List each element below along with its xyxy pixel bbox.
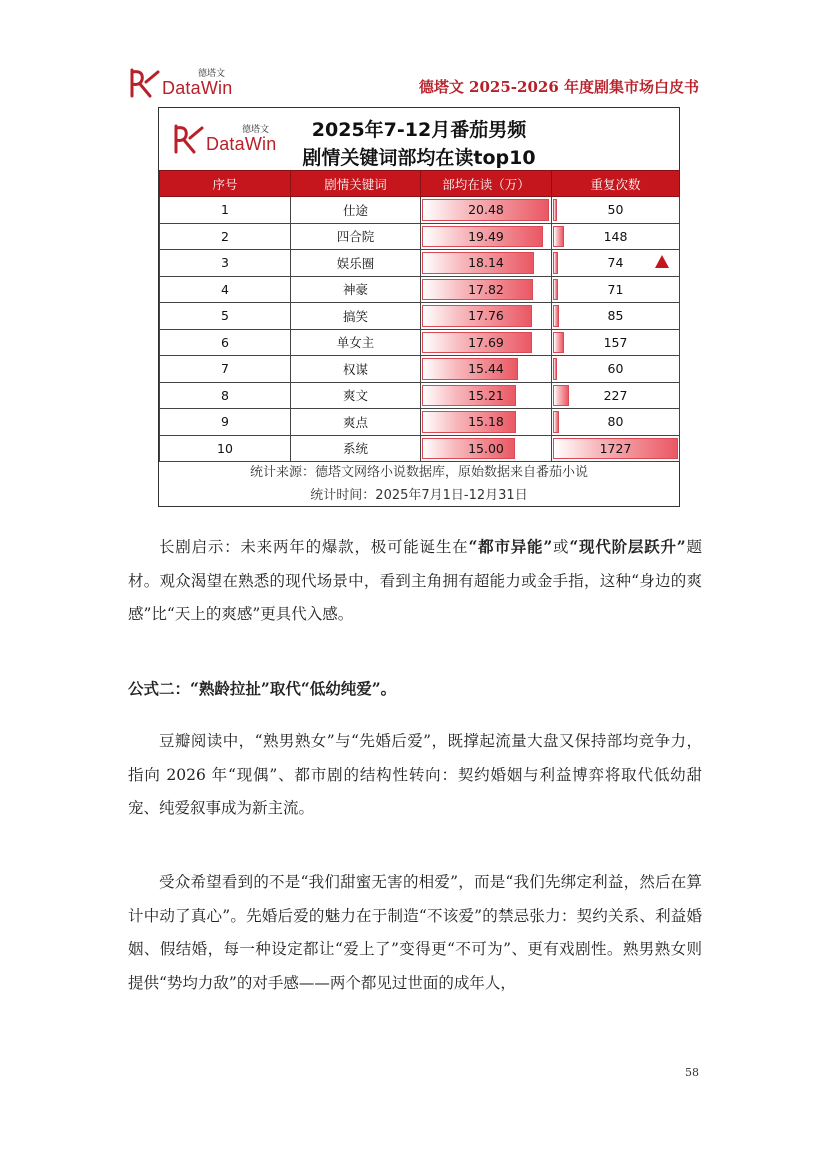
table-row: [160, 409, 680, 436]
repeat-count-value: 85: [607, 308, 624, 324]
table-title-line1: 2025年7-12月番茄男频: [311, 119, 527, 141]
avg-reading-value: 18.14: [468, 255, 504, 271]
repeat-count-value: 71: [607, 281, 624, 297]
repeat-count-databar: [553, 411, 559, 433]
repeat-count-cell: [552, 409, 680, 436]
running-header-title: 德塔文 2025-2026 年度剧集市场白皮书: [418, 78, 699, 96]
table-row: [160, 223, 680, 250]
paragraph-audience: 受众希望看到的不是“我们甜蜜无害的相爱”，而是“我们先绑定利益，然后在算计中动了真心”。先婚后爱的魅力在于制造“不该爱”的禁忌张力：契约关系、利益婚姻、假结婚，每一种设定都让“爱上了”变得更“不可为”、更有戏剧性。熟男熟女则提供“势均力敌”的对手感——两个都见过世面的成年人，: [128, 873, 702, 992]
avg-reading-value: 15.00: [468, 440, 504, 456]
repeat-count-value: 148: [603, 228, 628, 244]
repeat-count-databar: [553, 332, 564, 354]
col-header-repeat-count: 重复次数: [552, 171, 680, 197]
repeat-count-databar: [553, 385, 569, 407]
avg-reading-value: 15.44: [468, 361, 504, 377]
repeat-count-databar: [553, 358, 557, 380]
keyword-cell: 仕途: [291, 197, 421, 224]
keyword-table-figure: [158, 107, 680, 507]
avg-reading-cell: [421, 223, 552, 250]
rank-cell: 3: [160, 250, 291, 277]
repeat-count-value: 227: [603, 387, 628, 403]
avg-reading-cell: [421, 276, 552, 303]
table-logo: [172, 122, 282, 158]
paragraph-text: 题材。观众渴望在熟悉的现代场景中，看到主角拥有超能力或金手指，这种“身边的爽感”比“天上的爽感”更具代入感。: [128, 538, 702, 623]
up-arrow-icon: [655, 255, 669, 268]
rank-cell: 2: [160, 223, 291, 250]
rank-cell: 5: [160, 303, 291, 330]
time-note: 统计时间：2025年7月1日-12月31日: [310, 488, 528, 503]
logo-cn-text: 德塔文: [198, 69, 226, 79]
avg-reading-value: 19.49: [468, 228, 504, 244]
table-header-row: [160, 171, 680, 197]
table-row: [160, 303, 680, 330]
logo-en-text: DataWin: [162, 78, 233, 98]
table-row: [160, 197, 680, 224]
repeat-count-cell: [552, 303, 680, 330]
avg-reading-cell: [421, 329, 552, 356]
table-row: [160, 435, 680, 462]
repeat-count-value: 50: [607, 202, 624, 218]
table-row: [160, 276, 680, 303]
avg-reading-value: 17.69: [468, 334, 504, 350]
repeat-count-databar: [553, 305, 559, 327]
avg-reading-cell: [421, 382, 552, 409]
avg-reading-value: 15.21: [468, 387, 504, 403]
repeat-count-value: 1727: [599, 440, 632, 456]
repeat-count-cell: [552, 197, 680, 224]
table-row: [160, 250, 680, 277]
avg-reading-value: 15.18: [468, 414, 504, 430]
table-row: [160, 356, 680, 383]
repeat-count-value: 80: [607, 414, 624, 430]
datawin-mark-icon: [172, 124, 204, 154]
keyword-table: [159, 170, 680, 462]
repeat-count-value: 60: [607, 361, 624, 377]
logo-en-text: DataWin: [206, 134, 277, 154]
avg-reading-cell: [421, 435, 552, 462]
rank-cell: 1: [160, 197, 291, 224]
datawin-logo: [128, 66, 238, 102]
page-number: 58: [685, 1066, 699, 1079]
keyword-cell: 神豪: [291, 276, 421, 303]
avg-reading-cell: [421, 250, 552, 277]
rank-cell: 10: [160, 435, 291, 462]
col-header-rank: 序号: [160, 171, 291, 197]
repeat-count-databar: [553, 279, 558, 301]
paragraph-text: 长剧启示：未来两年的爆款，极可能诞生在: [159, 538, 469, 556]
rank-cell: 9: [160, 409, 291, 436]
repeat-count-cell: [552, 356, 680, 383]
repeat-count-cell: [552, 382, 680, 409]
emphasis-urban-ability: “都市异能”: [468, 537, 553, 556]
keyword-cell: 爽点: [291, 409, 421, 436]
repeat-count-databar: [553, 252, 558, 274]
paragraph-text: 或: [552, 538, 570, 556]
repeat-count-databar: [553, 199, 557, 221]
keyword-cell: 四合院: [291, 223, 421, 250]
keyword-cell: 权谋: [291, 356, 421, 383]
avg-reading-cell: [421, 409, 552, 436]
logo-cn-text: 德塔文: [242, 125, 270, 135]
rank-cell: 8: [160, 382, 291, 409]
repeat-count-cell: [552, 223, 680, 250]
avg-reading-cell: [421, 197, 552, 224]
rank-cell: 6: [160, 329, 291, 356]
table-row: [160, 329, 680, 356]
datawin-mark-icon: [128, 68, 160, 98]
keyword-cell: 爽文: [291, 382, 421, 409]
avg-reading-value: 17.82: [468, 281, 504, 297]
paragraph-drama-insight: [128, 530, 702, 632]
emphasis-class-rise: “现代阶层跃升”: [569, 537, 686, 556]
repeat-count-cell: [552, 276, 680, 303]
avg-reading-value: 20.48: [468, 202, 504, 218]
keyword-cell: 单女主: [291, 329, 421, 356]
table-title-line2: 剧情关键词部均在读top10: [302, 147, 536, 169]
keyword-cell: 搞笑: [291, 303, 421, 330]
repeat-count-databar: [553, 226, 564, 248]
source-note: 统计来源：德塔文网络小说数据库，原始数据来自番茄小说: [249, 465, 588, 480]
repeat-count-cell: [552, 329, 680, 356]
repeat-count-value: 157: [603, 334, 628, 350]
avg-reading-cell: [421, 356, 552, 383]
table-row: [160, 382, 680, 409]
avg-reading-cell: [421, 303, 552, 330]
avg-reading-value: 17.76: [468, 308, 504, 324]
keyword-cell: 娱乐圈: [291, 250, 421, 277]
rank-cell: 7: [160, 356, 291, 383]
col-header-keyword: 剧情关键词: [291, 171, 421, 197]
keyword-cell: 系统: [291, 435, 421, 462]
rank-cell: 4: [160, 276, 291, 303]
formula-heading: 公式二：“熟龄拉扯”取代“低幼纯爱”。: [128, 679, 397, 698]
repeat-count-cell: [552, 435, 680, 462]
repeat-count-value: 74: [607, 255, 624, 271]
paragraph-douban: 豆瓣阅读中，“熟男熟女”与“先婚后爱”，既撑起流量大盘又保持部均竞争力，指向 2026 年“现偶”、都市剧的结构性转向：契约婚姻与利益博弈将取代低幼甜宠、纯爱叙事成为新主流。: [128, 732, 702, 817]
col-header-avg-reading: 部均在读（万）: [421, 171, 552, 197]
repeat-count-cell: [552, 250, 680, 277]
